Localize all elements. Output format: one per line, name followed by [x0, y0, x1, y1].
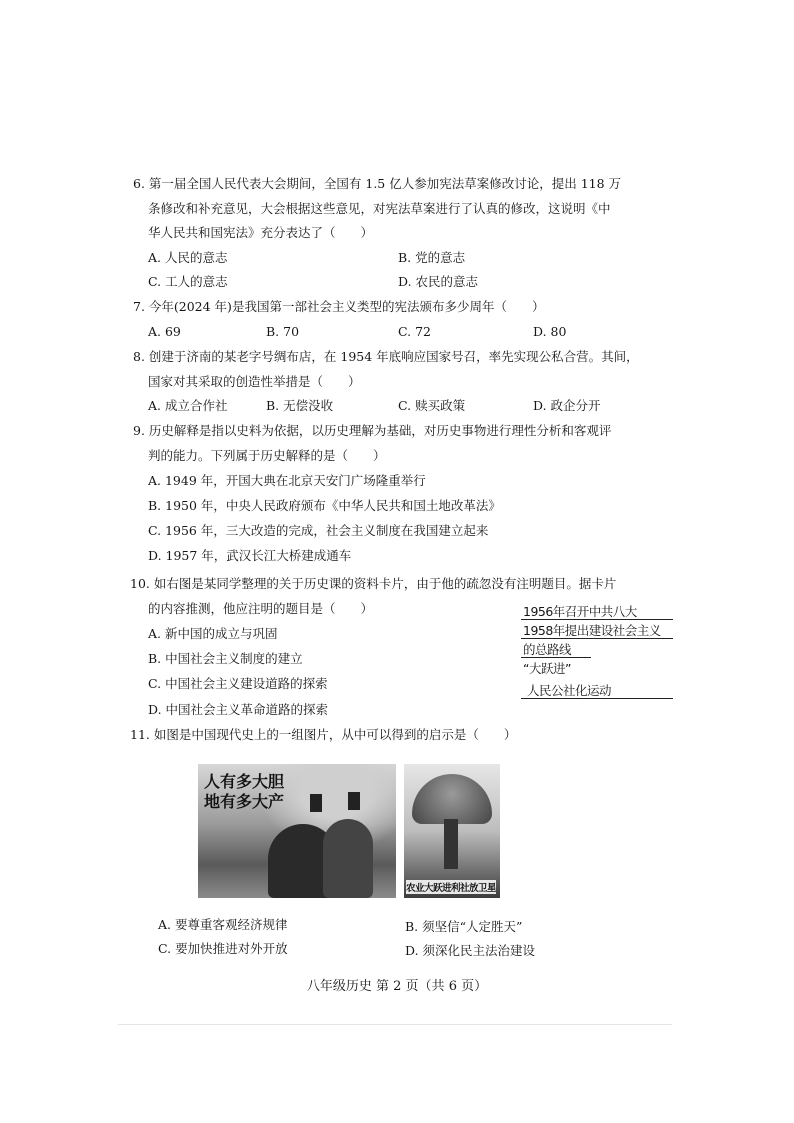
q11-stem-line-1: 11. 如图是中国现代史上的一组图片，从中可以得到的启示是（ ） [130, 727, 517, 742]
q10-option-b: B. 中国社会主义制度的建立 [148, 651, 303, 666]
q10-option-c: C. 中国社会主义建设道路的探索 [148, 676, 328, 691]
red-book-icon [348, 792, 360, 810]
poster-caption [204, 772, 284, 812]
card-row [521, 640, 591, 658]
red-book-icon [310, 794, 322, 812]
q8-stem-line-1: 8. 创建于济南的某老字号绸布店，在 1954 年底响应国家号召，率先实现公私合营。其间， [133, 349, 639, 364]
card-line-5: 人民公社化运动 [527, 683, 612, 698]
q10-stem-line-1: 10. 如右图是某同学整理的关于历史课的资料卡片，由于他的疏忽没有注明题目。据卡片 [130, 576, 617, 591]
q8-stem-line-2: 国家对其采取的创造性举措是（ ） [148, 374, 361, 389]
q6-option-a: A. 人民的意志 [148, 250, 228, 265]
q9-option-b: B. 1950 年，中央人民政府颁布《中华人民共和国土地改革法》 [148, 498, 501, 513]
q8-option-a: A. 成立合作社 [148, 398, 228, 413]
card-line-4: “大跃进” [523, 661, 571, 676]
q11-option-d: D. 须深化民主法治建设 [405, 943, 536, 958]
bottom-divider [118, 1024, 672, 1025]
q9-stem-line-1: 9. 历史解释是指以史料为依据，以历史理解为基础，对历史事物进行理性分析和客观评 [133, 423, 612, 438]
q7-option-b: B. 70 [266, 324, 300, 339]
q6-stem-line-1: 6. 第一届全国人民代表大会期间，全国有 1.5 亿人参加宪法草案修改讨论，提出 118 万 [133, 176, 622, 191]
q9-stem-line-2: 判的能力。下列属于历史解释的是（ ） [148, 448, 386, 463]
q6-option-d: D. 农民的意志 [398, 274, 479, 289]
q10-option-d: D. 中国社会主义革命道路的探索 [148, 702, 329, 717]
q10-stem-line-2: 的内容推测，他应注明的题目是（ ） [148, 601, 374, 616]
card-row [521, 621, 673, 639]
card-row [521, 681, 673, 699]
satellite-caption: 农业大跃进利社放卫星 [406, 880, 496, 894]
poster-caption-line-1: 人有多大胆 [204, 772, 285, 791]
q9-option-c: C. 1956 年，三大改造的完成，社会主义制度在我国建立起来 [148, 523, 489, 538]
card-line-2: 1958年提出建设社会主义 [523, 623, 661, 638]
q8-option-b: B. 无偿没收 [266, 398, 334, 413]
q7-option-c: C. 72 [398, 324, 431, 339]
propaganda-poster-image [198, 764, 396, 898]
page-footer: 八年级历史 第 2 页（共 6 页） [306, 979, 488, 994]
q11-option-c: C. 要加快推进对外开放 [158, 941, 288, 956]
q6-option-c: C. 工人的意志 [148, 274, 228, 289]
q6-stem-line-2: 条修改和补充意见，大会根据这些意见，对宪法草案进行了认真的修改，这说明《中 [148, 201, 611, 216]
q9-option-a: A. 1949 年，开国大典在北京天安门广场隆重举行 [148, 473, 426, 488]
q11-option-a: A. 要尊重客观经济规律 [158, 917, 288, 932]
card-line-3: 的总路线 [523, 642, 572, 657]
q9-option-d: D. 1957 年，武汉长江大桥建成通车 [148, 548, 352, 563]
q10-option-a: A. 新中国的成立与巩固 [148, 626, 278, 641]
q8-option-c: C. 赎买政策 [398, 398, 466, 413]
grain-dome [412, 774, 492, 824]
q7-stem-line-1: 7. 今年(2024 年)是我国第一部社会主义类型的宪法颁布多少周年（ ） [133, 299, 545, 314]
poster-caption-line-2: 地有多大产 [204, 792, 285, 811]
q7-option-d: D. 80 [533, 324, 567, 339]
peasant-figure [323, 819, 373, 898]
q6-option-b: B. 党的意志 [398, 250, 466, 265]
card-line-1: 1956年召开中共八大 [523, 604, 637, 619]
q7-option-a: A. 69 [148, 324, 181, 339]
q11-option-b: B. 须坚信“人定胜天” [405, 919, 523, 934]
card-row [521, 602, 673, 620]
q6-stem-line-3: 华人民共和国宪法》充分表达了（ ） [148, 225, 374, 240]
satellite-harvest-image [404, 764, 500, 898]
grain-stem [444, 819, 458, 869]
q8-option-d: D. 政企分开 [533, 398, 601, 413]
history-note-card [521, 602, 673, 702]
